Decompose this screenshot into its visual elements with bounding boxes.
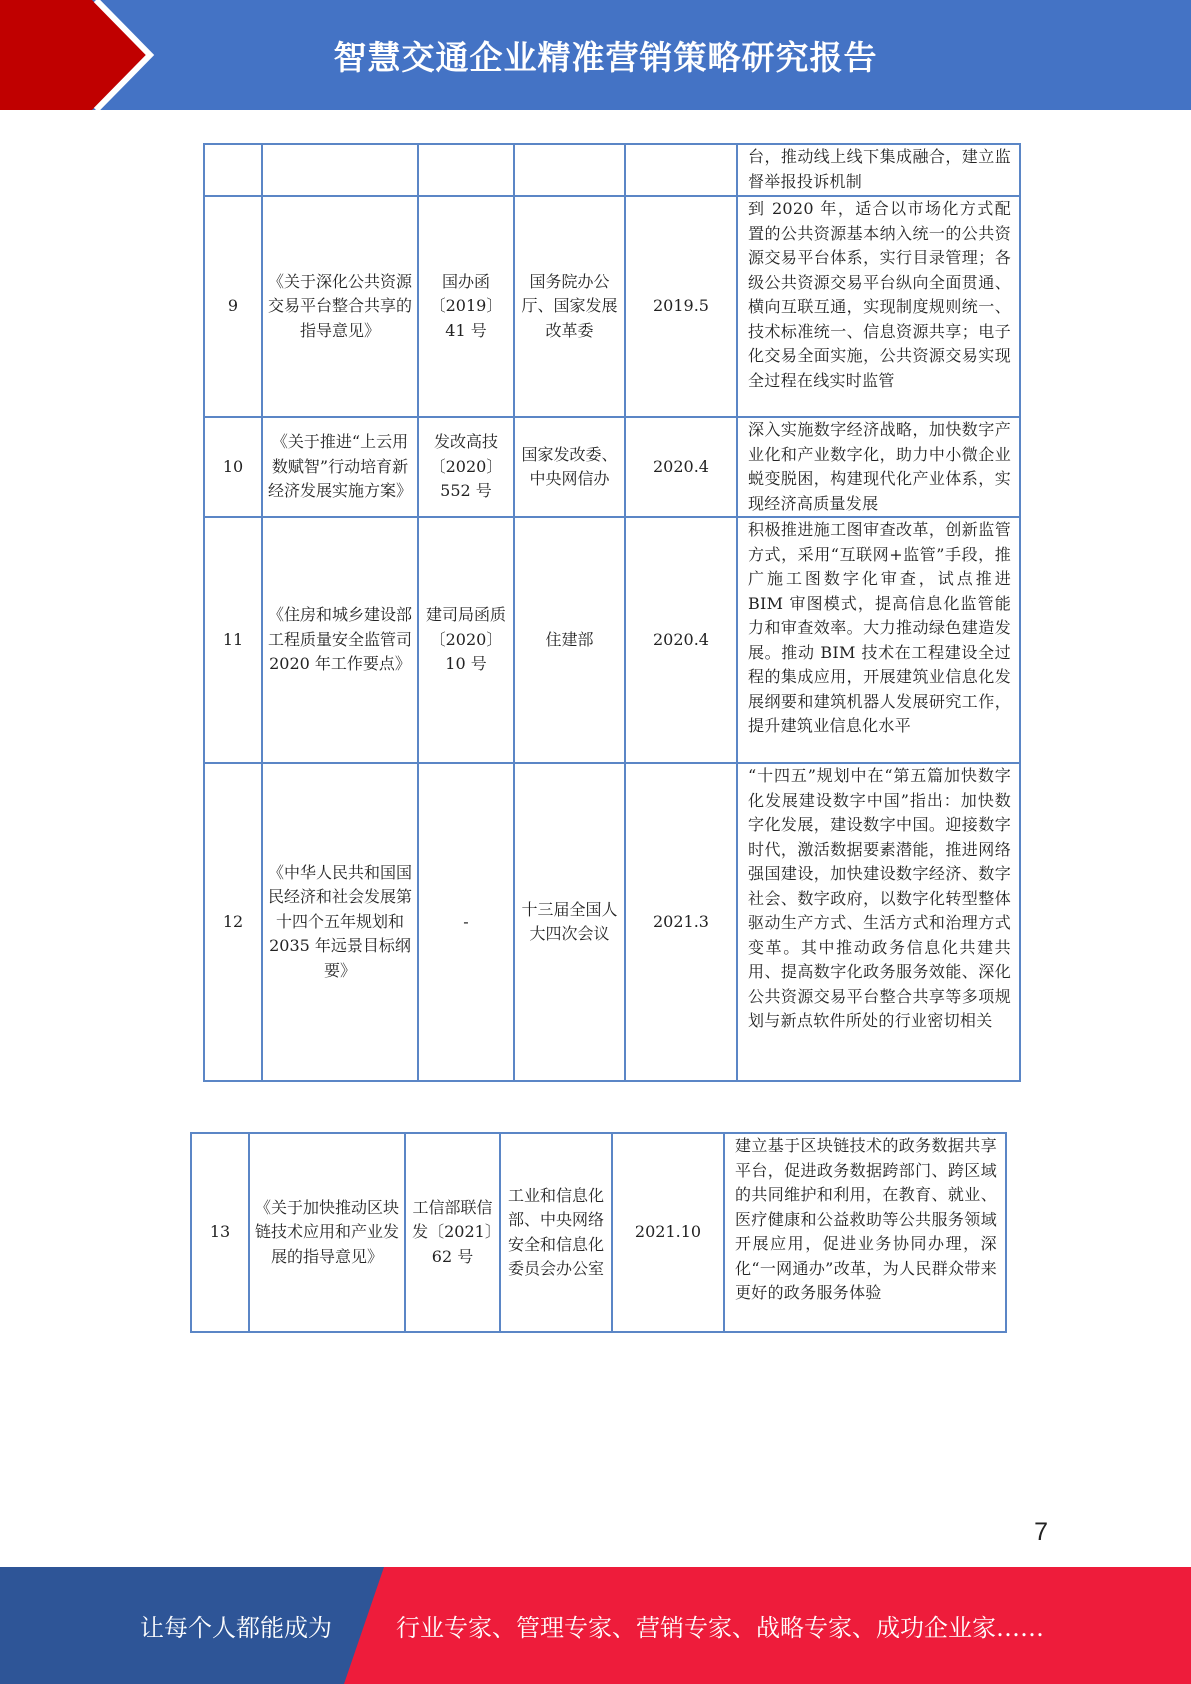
policy-content: “十四五”规划中在“第五篇加快数字化发展建设数字中国”指出：加快数字化发展，建设数字中国。迎接数字时代，激活数据要素潜能，推进网络强国建设，加快建设数字经济、数字社会、数字政府，以数字化转型整体驱动生产方式、生活方式和治理方式变革。其中推动政务信息化共建共用、提高数字化政务服务效能、深化公共资源交易平台整合共享等多项规划与新点软件所处的行业密切相关 (737, 763, 1020, 1081)
table-row (204, 196, 1020, 417)
policy-title: 《关于加快推动区块链技术应用和产业发展的指导意见》 (249, 1133, 405, 1332)
table-row (191, 1133, 1006, 1332)
row-number: 12 (204, 763, 262, 1081)
table-row (204, 517, 1020, 763)
footer-slogan-right: 行业专家、管理专家、营销专家、战略专家、成功企业家…… (396, 1614, 1044, 1642)
page-number: 7 (1034, 1518, 1048, 1546)
issuing-body: 住建部 (514, 517, 625, 763)
policy-content: 建立基于区块链技术的政务数据共享平台，促进政务数据跨部门、跨区域的共同维护和利用，在教育、就业、医疗健康和公益救助等公共服务领域开展应用，促进业务协同办理，深化“一网通办”改革，为人民群众带来更好的政务服务体验 (724, 1133, 1006, 1332)
page-header (0, 0, 1191, 110)
issuing-body: 十三届全国人大四次会议 (514, 763, 625, 1081)
issue-date: 2019.5 (625, 196, 737, 417)
document-number (418, 144, 514, 196)
document-number: 发改高技〔2020〕552 号 (418, 417, 514, 517)
table-row (204, 763, 1020, 1081)
report-title: 智慧交通企业精准营销策略研究报告 (333, 37, 878, 77)
document-number: 工信部联信发〔2021〕62 号 (405, 1133, 500, 1332)
issue-date (625, 144, 737, 196)
row-number: 10 (204, 417, 262, 517)
policy-title: 《中华人民共和国国民经济和社会发展第十四个五年规划和 2035 年远景目标纲要》 (262, 763, 418, 1081)
policy-title (262, 144, 418, 196)
page-footer (0, 1567, 1191, 1684)
document-number: 国办函〔2019〕41 号 (418, 196, 514, 417)
issue-date: 2020.4 (625, 417, 737, 517)
policy-content: 到 2020 年，适合以市场化方式配置的公共资源基本纳入统一的公共资源交易平台体系，实行目录管理；各级公共资源交易平台纵向全面贯通、横向互联互通，实现制度规则统一、技术标准统一、信息资源共享；电子化交易全面实施，公共资源交易实现全过程在线实时监管 (737, 196, 1020, 417)
issue-date: 2020.4 (625, 517, 737, 763)
row-number: 13 (191, 1133, 249, 1332)
issue-date: 2021.3 (625, 763, 737, 1081)
policy-title: 《住房和城乡建设部工程质量安全监管司 2020 年工作要点》 (262, 517, 418, 763)
policy-table (203, 143, 1021, 1082)
policy-content: 积极推进施工图审查改革，创新监管方式，采用“互联网+监管”手段，推广施工图数字化审查，试点推进 BIM 审图模式，提高信息化监管能力和审查效率。大力推动绿色建造发展。推动 BIM 技术在工程建设全过程的集成应用，开展建筑业信息化发展纲要和建筑机器人发展研究工作，提升建筑业信息化水平 (737, 517, 1020, 763)
policy-content: 深入实施数字经济战略，加快数字产业化和产业数字化，助力中小微企业蜕变脱困，构建现代化产业体系，实现经济高质量发展 (737, 417, 1020, 517)
document-number: - (418, 763, 514, 1081)
row-number: 11 (204, 517, 262, 763)
issuing-body: 国务院办公厅、国家发展改革委 (514, 196, 625, 417)
issuing-body: 工业和信息化部、中央网络安全和信息化委员会办公室 (500, 1133, 612, 1332)
issuing-body (514, 144, 625, 196)
table-row (204, 144, 1020, 196)
table-row (204, 417, 1020, 517)
row-number (204, 144, 262, 196)
policy-table-continued (190, 1132, 1007, 1333)
issuing-body: 国家发改委、中央网信办 (514, 417, 625, 517)
policy-title: 《关于深化公共资源交易平台整合共享的指导意见》 (262, 196, 418, 417)
policy-content: 台，推动线上线下集成融合，建立监督举报投诉机制 (737, 144, 1020, 196)
document-number: 建司局函质〔2020〕10 号 (418, 517, 514, 763)
footer-slogan-left: 让每个人都能成为 (140, 1614, 332, 1642)
policy-title: 《关于推进“上云用数赋智”行动培育新经济发展实施方案》 (262, 417, 418, 517)
row-number: 9 (204, 196, 262, 417)
issue-date: 2021.10 (612, 1133, 724, 1332)
